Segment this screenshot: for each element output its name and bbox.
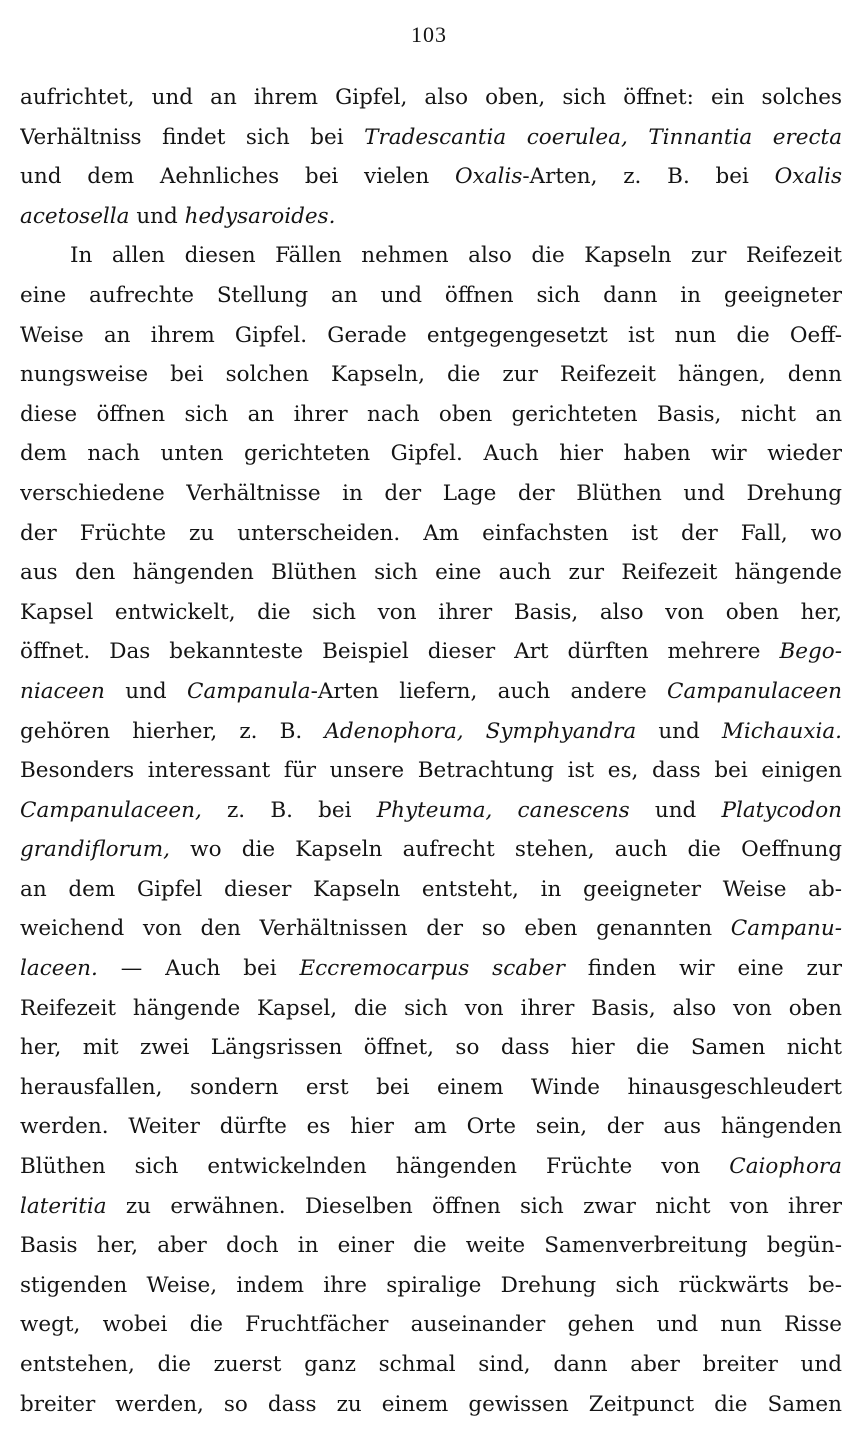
text-line — [20, 1266, 842, 1306]
italic-text: Phyteuma, canescens — [376, 797, 630, 823]
italic-text: Oxalis — [455, 164, 523, 190]
text-segment: an dem Gipfel dieser Kapseln entsteht, in geeigneter Weise ab- — [20, 876, 842, 902]
text-segment: und — [629, 797, 722, 823]
italic-text: hedysaroides. — [184, 203, 336, 229]
text-segment: -Arten, z. B. bei — [522, 164, 775, 190]
text-segment: wegt, wobei die Fruchtfächer auseinander gehen und nun Risse — [20, 1312, 842, 1338]
text-line — [20, 1345, 842, 1385]
italic-text: grandiflorum, — [20, 837, 170, 863]
text-line — [20, 1305, 842, 1345]
text-segment: stigenden Weise, indem ihre spiralige Drehung sich rückwärts be- — [20, 1272, 842, 1298]
italic-text: Campanula — [187, 678, 311, 704]
text-line — [20, 949, 842, 989]
text-segment: Blüthen sich entwickelnden hängenden Früchte von — [20, 1154, 730, 1180]
text-segment: breiter werden, so dass zu einem gewissen Zeitpunct die Samen — [20, 1391, 842, 1417]
text-segment: In allen diesen Fällen nehmen also die Kapseln zur Reifezeit — [70, 243, 842, 269]
text-segment: verschiedene Verhältnisse in der Lage der Blüthen und Drehung — [20, 480, 842, 506]
text-segment: Reifezeit hängende Kapsel, die sich von ihrer Basis, also von oben — [20, 995, 842, 1021]
text-line — [20, 909, 842, 949]
text-segment: Basis her, aber doch in einer die weite Samenverbreitung begün- — [20, 1233, 842, 1259]
text-segment: werden. Weiter dürfte es hier am Orte sein, der aus hängenden — [20, 1114, 842, 1140]
text-line — [20, 1068, 842, 1108]
text-segment: Kapsel entwickelt, die sich von ihrer Basis, also von oben her, — [20, 599, 842, 625]
text-segment: und — [129, 203, 185, 229]
italic-text: Michauxia. — [721, 718, 842, 744]
italic-text: Campanu- — [730, 916, 842, 942]
text-line — [20, 316, 842, 356]
text-segment: -Arten liefern, auch andere — [310, 678, 668, 704]
text-segment: entstehen, die zuerst ganz schmal sind, dann aber breiter und — [20, 1352, 842, 1377]
text-segment: wo die Kapseln aufrecht stehen, auch die Oeffnung — [169, 837, 842, 863]
italic-text: Campanulaceen, — [20, 797, 202, 823]
text-line — [20, 672, 842, 712]
text-segment: z. B. bei — [201, 797, 377, 823]
text-segment: der Früchte zu unterscheiden. Am einfachsten ist der Fall, wo — [20, 520, 842, 546]
text-line — [20, 276, 842, 316]
italic-text: laceen. — [20, 956, 98, 982]
text-segment: her, mit zwei Längsrissen öffnet, so dass hier die Samen nicht — [20, 1035, 842, 1061]
text-line — [20, 78, 842, 118]
text-segment: dem nach unten gerichteten Gipfel. Auch hier haben wir wieder — [20, 441, 842, 467]
text-segment: finden wir eine zur — [564, 956, 842, 982]
italic-text: Adenophora, Symphyandra — [324, 718, 637, 744]
italic-text: Oxalis — [774, 164, 842, 190]
text-segment: aus den hängenden Blüthen sich eine auch zur Reifezeit hängende — [20, 560, 842, 586]
text-line — [20, 197, 842, 237]
text-segment: — Auch bei — [97, 956, 300, 982]
text-segment: und — [104, 678, 187, 704]
text-segment: diese öffnen sich an ihrer nach oben gerichteten Basis, nicht an — [20, 401, 842, 427]
text-segment: und — [636, 718, 722, 744]
text-segment: nungsweise bei solchen Kapseln, die zur Reifezeit hängen, denn — [20, 362, 842, 388]
italic-text: Caiophora — [729, 1154, 842, 1180]
text-line — [20, 830, 842, 870]
text-line — [20, 1028, 842, 1068]
italic-text: Tradescantia coerulea, Tinnantia erecta — [364, 124, 842, 150]
text-line — [20, 1385, 842, 1425]
text-segment: zu erwähnen. Dieselben öffnen sich zwar nicht von ihrer — [106, 1193, 842, 1219]
text-line — [20, 791, 842, 831]
text-line — [20, 1147, 842, 1187]
text-segment: Weise an ihrem Gipfel. Gerade entgegengesetzt ist nun die Oeff- — [20, 322, 842, 348]
text-line — [20, 236, 842, 276]
italic-text: niaceen — [20, 678, 105, 704]
italic-text: Campanulaceen — [667, 678, 842, 704]
text-line — [20, 474, 842, 514]
text-line — [20, 157, 842, 197]
text-line — [20, 355, 842, 395]
text-line — [20, 989, 842, 1029]
text-line — [20, 593, 842, 633]
text-line — [20, 751, 842, 791]
text-segment: aufrichtet, und an ihrem Gipfel, also oben, sich öffnet: ein solches — [20, 85, 842, 110]
italic-text: Bego- — [779, 639, 842, 665]
text-segment: gehören hierher, z. B. — [20, 718, 325, 744]
text-line — [20, 118, 842, 158]
text-segment: eine aufrechte Stellung an und öffnen sich dann in geeigneter — [20, 282, 842, 308]
text-line — [20, 1107, 842, 1147]
text-line — [20, 712, 842, 752]
italic-text: Platycodon — [721, 797, 842, 823]
text-segment: weichend von den Verhältnissen der so eben genannten — [20, 916, 731, 942]
text-segment: Verhältniss findet sich bei — [20, 124, 365, 150]
text-line — [20, 632, 842, 672]
text-line — [20, 395, 842, 435]
italic-text: acetosella — [20, 203, 130, 229]
text-line — [20, 434, 842, 474]
page-number: 103 — [411, 22, 447, 47]
text-line — [20, 870, 842, 910]
text-segment: öffnet. Das bekannteste Beispiel dieser Art dürften mehrere — [20, 639, 780, 665]
text-line — [20, 514, 842, 554]
italic-text: Eccremocarpus scaber — [299, 956, 565, 982]
text-line — [20, 1226, 842, 1266]
text-line — [20, 553, 842, 593]
text-segment: herausfallen, sondern erst bei einem Winde hinausgeschleudert — [20, 1074, 842, 1100]
text-segment: und dem Aehnliches bei vielen — [20, 164, 455, 190]
text-line — [20, 1187, 842, 1227]
italic-text: lateritia — [20, 1193, 107, 1219]
body-text — [20, 78, 842, 1424]
text-segment: Besonders interessant für unsere Betrachtung ist es, dass bei einigen — [20, 758, 842, 784]
